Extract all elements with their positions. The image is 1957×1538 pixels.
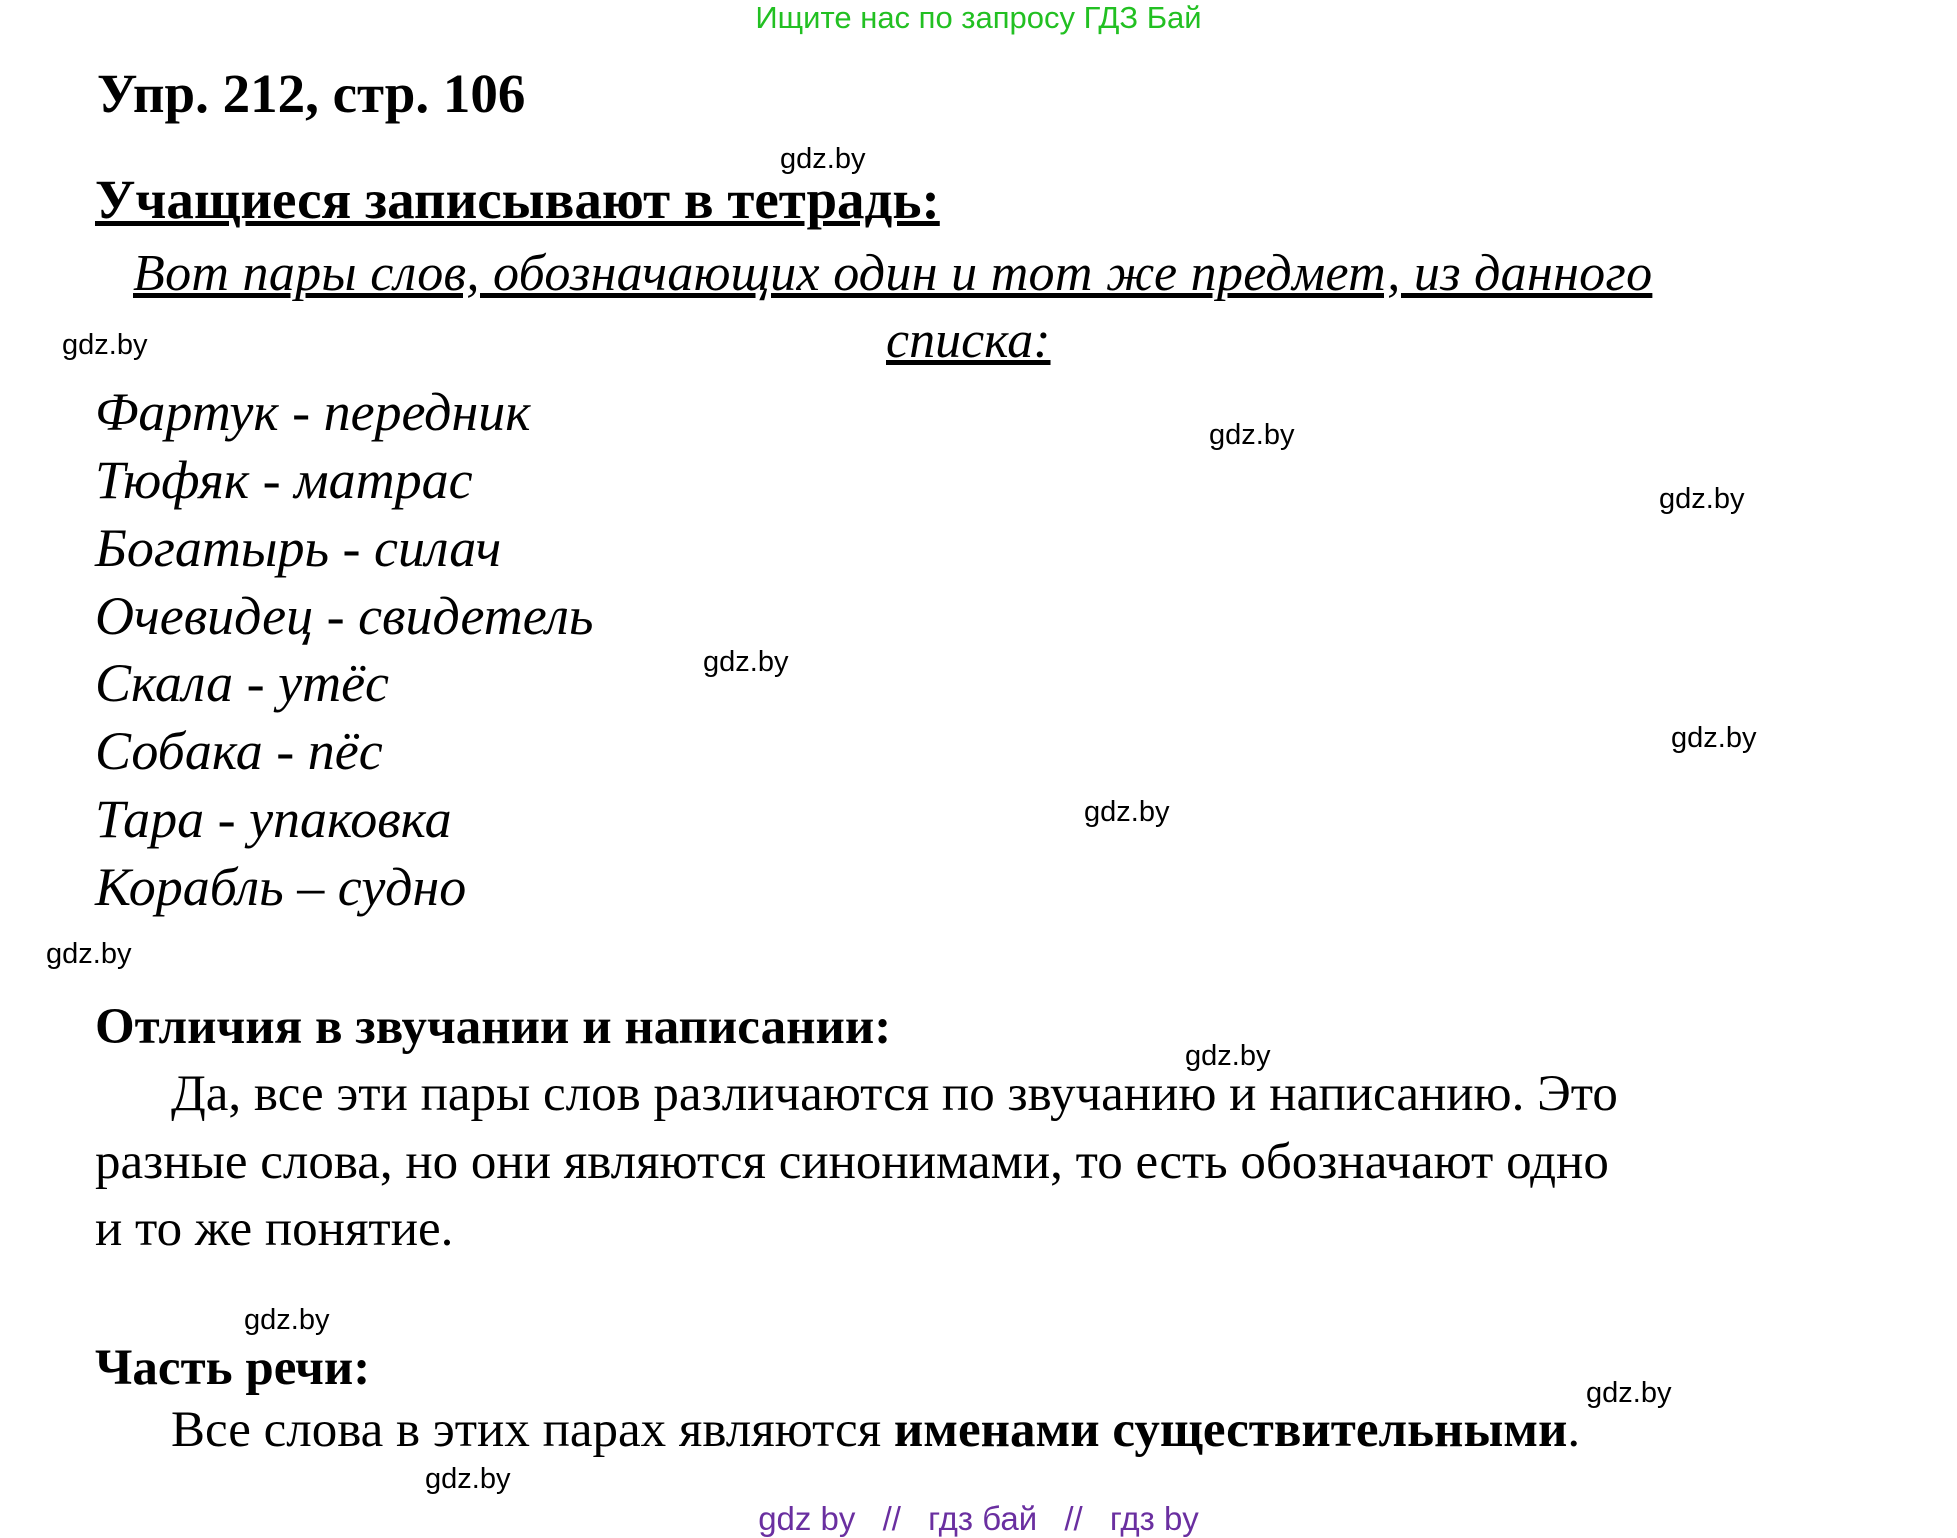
watermark: gdz.by xyxy=(1209,419,1295,451)
differences-line-1: Да, все эти пары слов различаются по звучанию и написанию. Это xyxy=(171,1066,1618,1122)
watermark: gdz.by xyxy=(46,938,132,970)
word-pair: Корабль – судно xyxy=(95,857,467,917)
sentence-bold-term: именами существительными xyxy=(893,1402,1568,1458)
word-pair: Тара - упаковка xyxy=(95,789,452,849)
word-pair: Богатырь - силач xyxy=(95,518,502,578)
word-pair: Фартук - передник xyxy=(95,382,531,442)
intro-line-1: Вот пары слов, обозначающих один и тот же предмет, из данного xyxy=(133,245,1653,302)
watermark: gdz.by xyxy=(1084,796,1170,828)
word-pair: Тюфяк - матрас xyxy=(95,450,473,510)
footer-separator: // xyxy=(1064,1500,1083,1537)
word-pair: Очевидец - свидетель xyxy=(95,586,594,646)
part-of-speech-sentence xyxy=(171,1400,1580,1460)
differences-line-2: разные слова, но они являются синонимами, то есть обозначают одно xyxy=(95,1134,1609,1190)
watermark: gdz.by xyxy=(62,329,148,361)
differences-line-3: и то же понятие. xyxy=(95,1201,454,1257)
footer-separator: // xyxy=(882,1500,901,1537)
watermark: gdz.by xyxy=(1185,1040,1271,1072)
section-heading-notebook: Учащиеся записывают в тетрадь: xyxy=(95,169,940,230)
watermark: gdz.by xyxy=(780,143,866,175)
search-banner: Ищите нас по запросу ГДЗ Бай xyxy=(755,0,1202,35)
watermark: gdz.by xyxy=(425,1463,511,1495)
watermark: gdz.by xyxy=(1586,1377,1672,1409)
footer-link[interactable]: гдз бай xyxy=(928,1500,1038,1537)
word-pair: Скала - утёс xyxy=(95,653,390,713)
section-heading-differences: Отличия в звучании и написании: xyxy=(95,999,892,1055)
watermark: gdz.by xyxy=(1671,722,1757,754)
exercise-title: Упр. 212, стр. 106 xyxy=(97,63,526,124)
sentence-end: . xyxy=(1567,1402,1581,1458)
word-pair: Собака - пёс xyxy=(95,721,383,781)
section-heading-part-of-speech: Часть речи: xyxy=(95,1340,371,1396)
footer-link[interactable]: gdz by xyxy=(758,1500,856,1537)
watermark: gdz.by xyxy=(1659,483,1745,515)
intro-line-2: списка: xyxy=(886,312,1051,369)
watermark: gdz.by xyxy=(244,1304,330,1336)
footer-links xyxy=(0,1500,1957,1538)
footer-link[interactable]: гдз by xyxy=(1109,1500,1199,1537)
sentence-text: Все слова в этих парах являются xyxy=(171,1402,894,1458)
watermark: gdz.by xyxy=(703,646,789,678)
